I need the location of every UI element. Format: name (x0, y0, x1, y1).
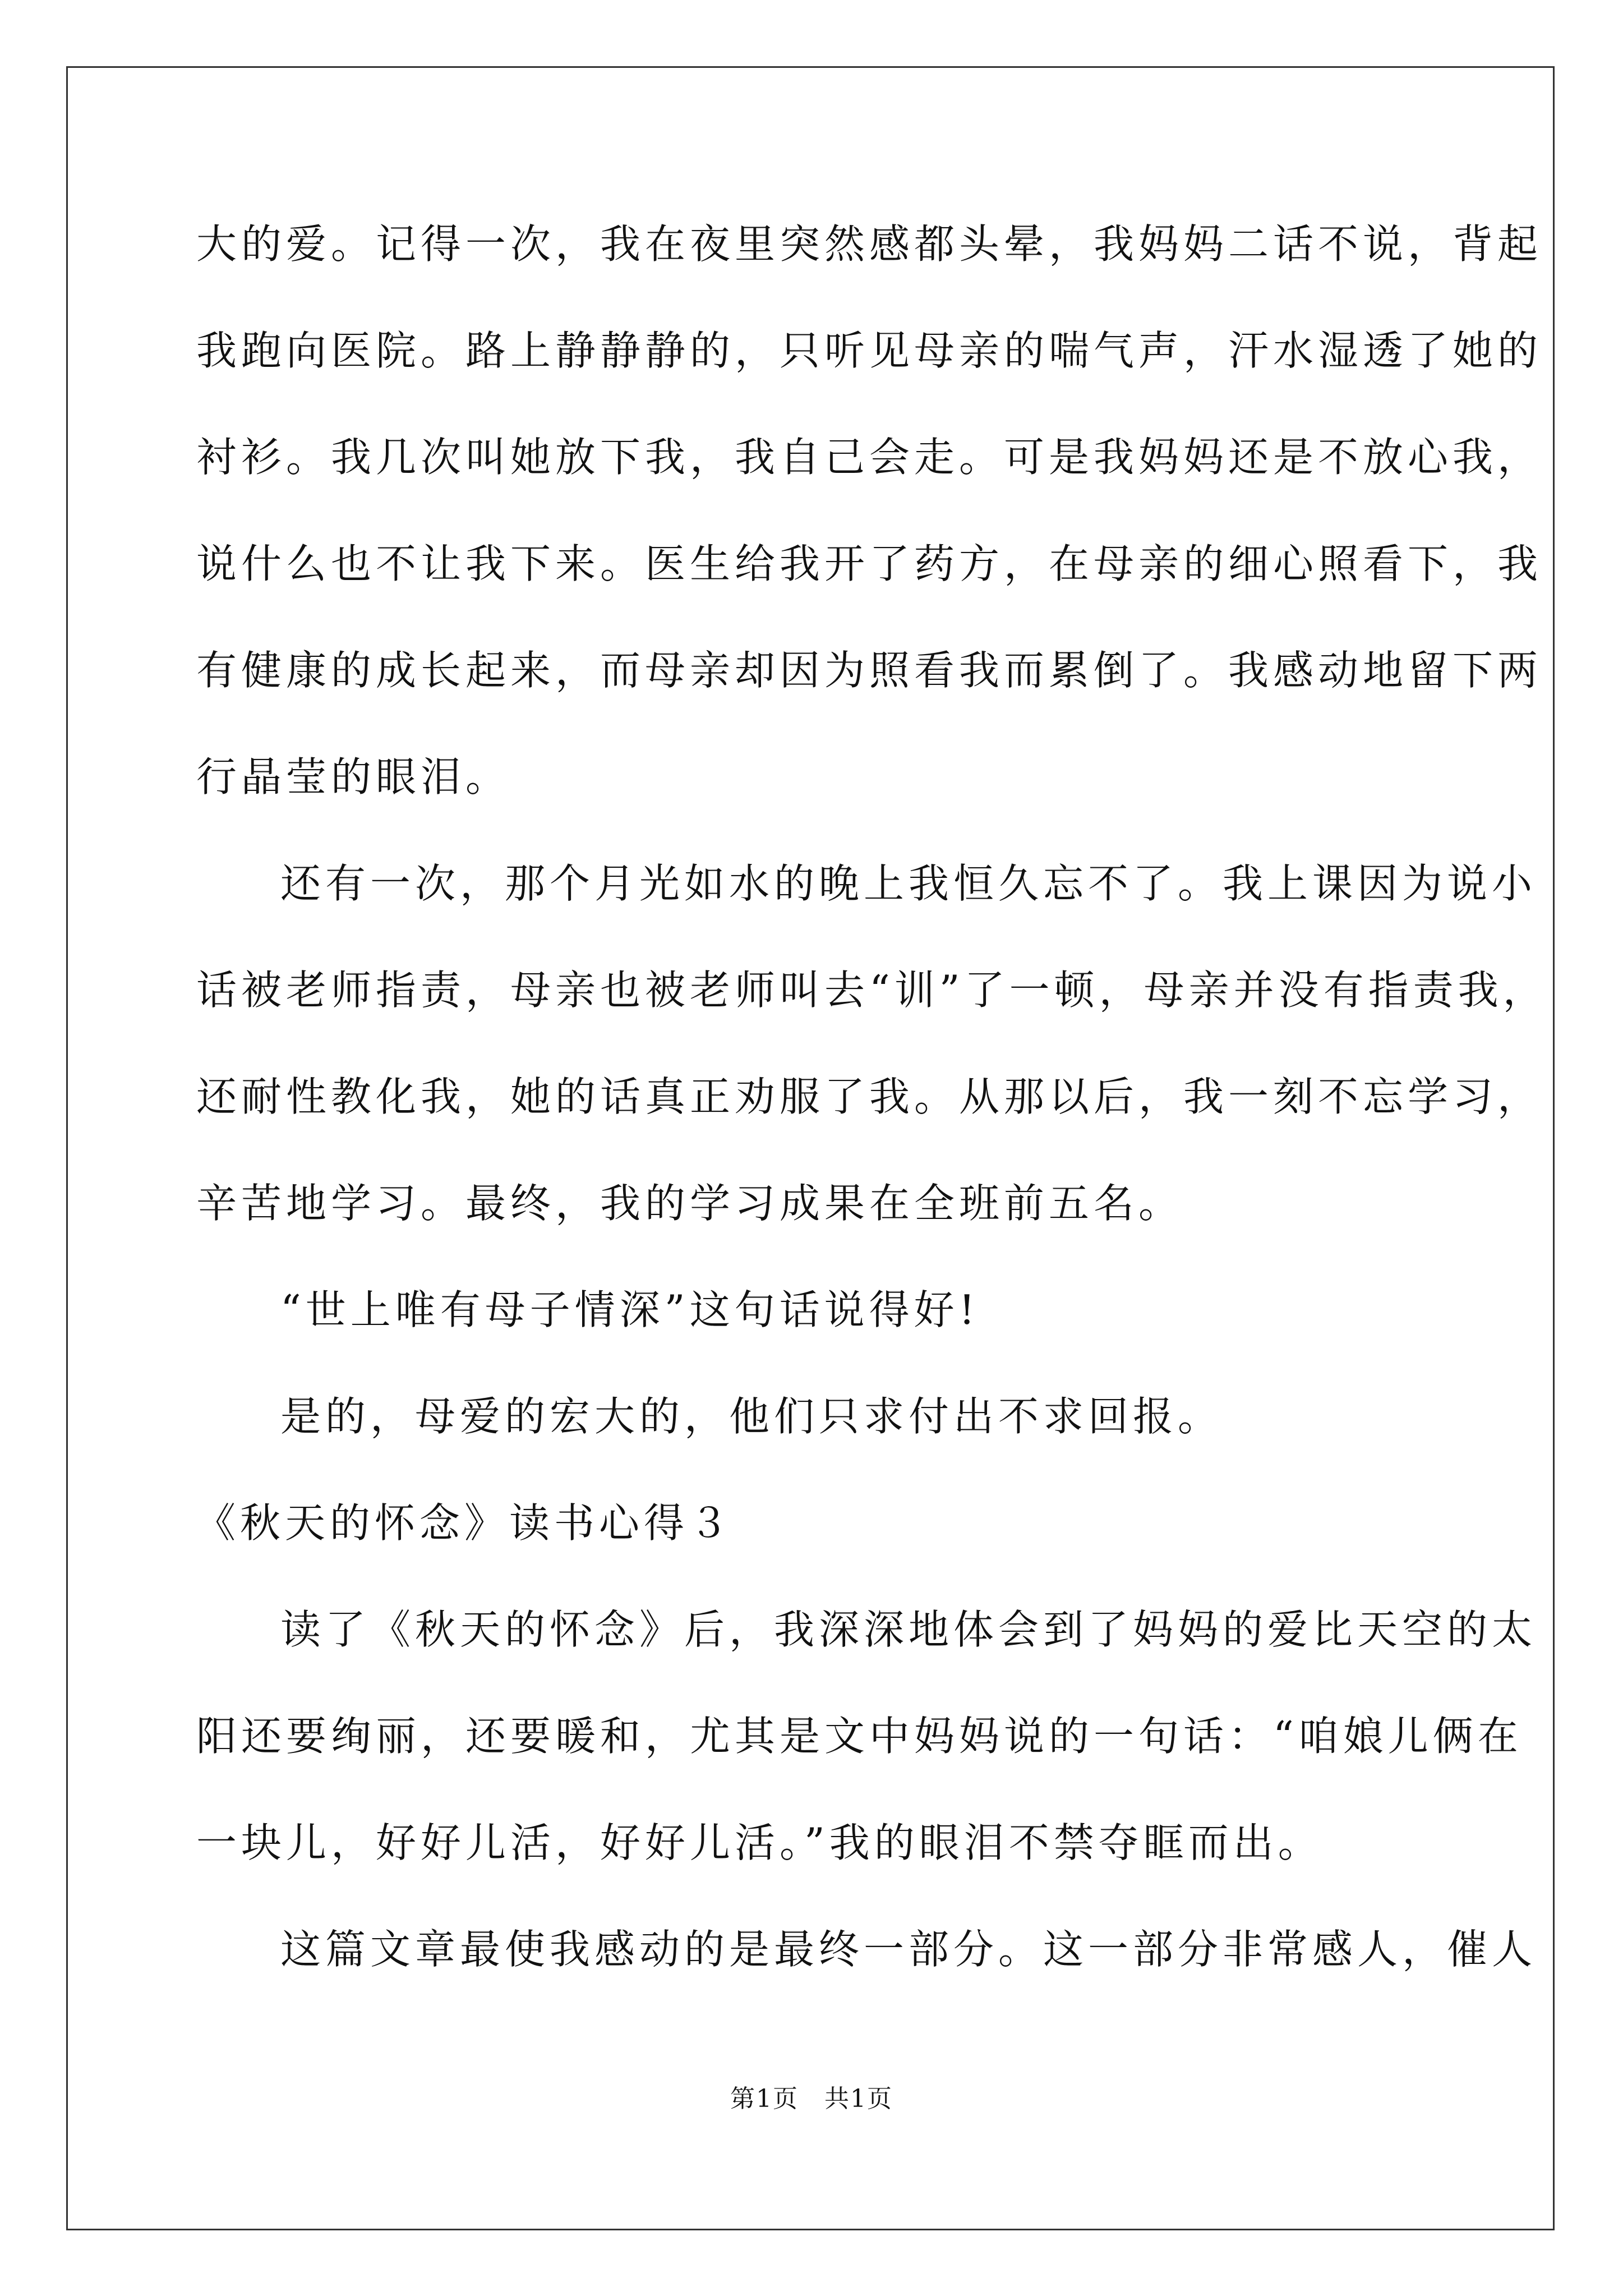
page-border (66, 66, 1555, 2230)
paragraph-start-line: 是的，母爱的宏大的，他们只求付出不求回报。 (280, 1393, 1223, 1440)
text-line: 大的爱。记得一次，我在夜里突然感都头晕，我妈妈二话不说，背起 (196, 220, 1543, 268)
paragraph-start-line: 还有一次，那个月光如水的晚上我恒久忘不了。我上课因为说小 (280, 860, 1537, 907)
paragraph-start-line: 这篇文章最使我感动的是最终一部分。这一部分非常感人，催人 (280, 1926, 1537, 1973)
paragraph-start-line: “世上唯有母子情深”这句话说得好! (280, 1286, 980, 1333)
text-line: 衬衫。我几次叫她放下我，我自己会走。可是我妈妈还是不放心我， (196, 434, 1543, 481)
text-line: 还耐性教化我，她的话真正劝服了我。从那以后，我一刻不忘学习， (196, 1073, 1543, 1120)
text-line: 阳还要绚丽，还要暖和，尤其是文中妈妈说的一句话：“咱娘儿俩在 (196, 1713, 1523, 1760)
text-line: 辛苦地学习。最终，我的学习成果在全班前五名。 (196, 1180, 1184, 1227)
page-footer: 第1页 共1页 (730, 2085, 893, 2113)
text-line: 行晶莹的眼泪。 (196, 753, 511, 800)
text-line: 一块儿，好好儿活，好好儿活。”我的眼泪不禁夺眶而出。 (196, 1819, 1323, 1866)
section-heading: 《秋天的怀念》读书心得３ (195, 1499, 734, 1547)
text-line: 话被老师指责，母亲也被老师叫去“训”了一顿，母亲并没有指责我， (196, 967, 1548, 1014)
text-line: 我跑向医院。路上静静静的，只听见母亲的喘气声，汗水湿透了她的 (196, 327, 1543, 374)
text-line: 有健康的成长起来，而母亲却因为照看我而累倒了。我感动地留下两 (196, 647, 1543, 694)
paragraph-start-line: 读了《秋天的怀念》后，我深深地体会到了妈妈的爱比天空的太 (280, 1606, 1537, 1653)
text-line: 说什么也不让我下来。医生给我开了药方，在母亲的细心照看下，我 (196, 540, 1543, 587)
